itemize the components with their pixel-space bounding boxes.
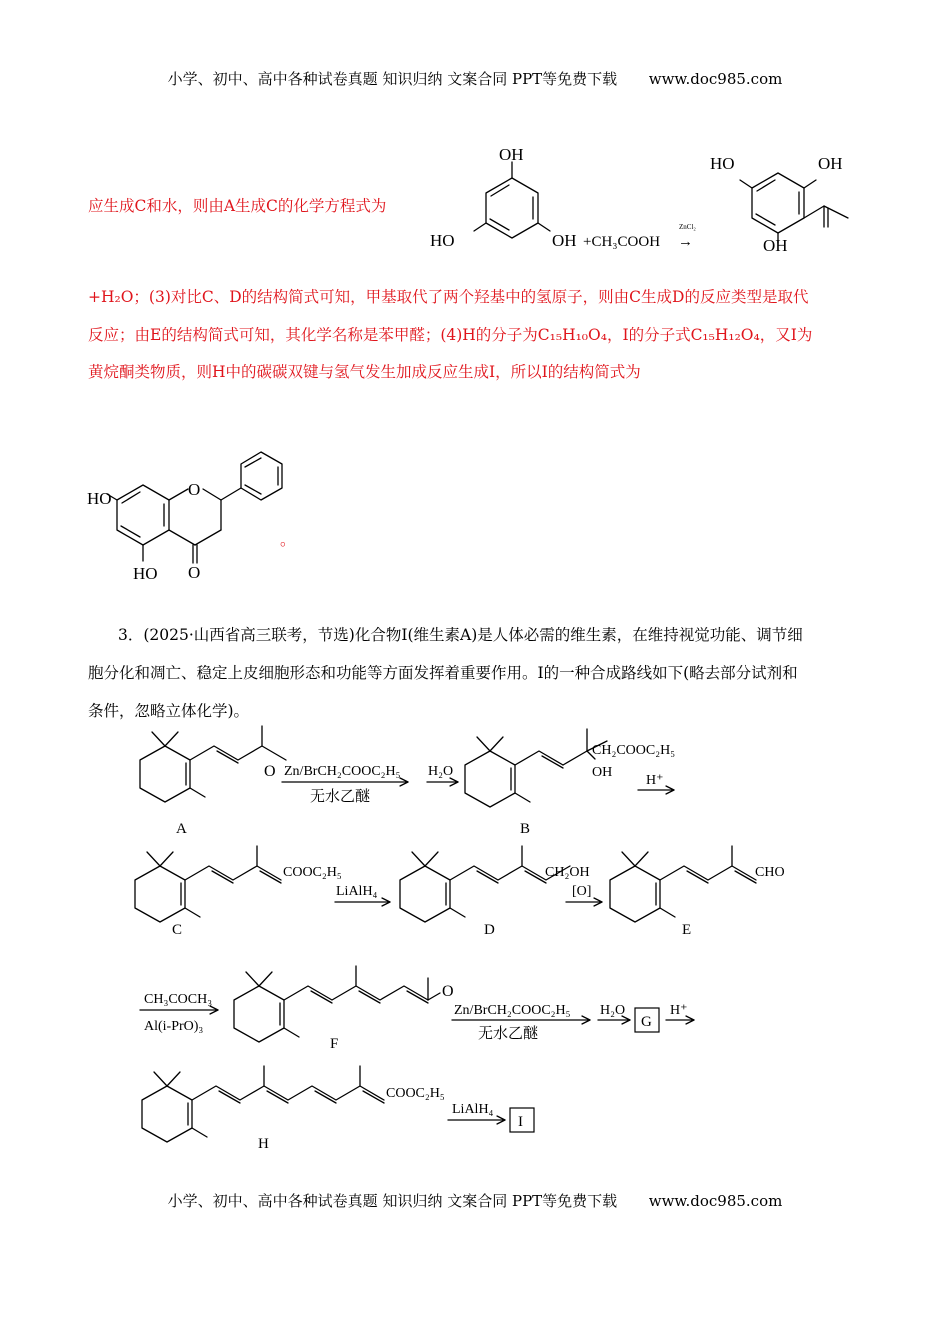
h-plus-2: H⁺ [670,1003,688,1018]
h-plus-1: H⁺ [646,773,664,788]
ho-label-left: HO [710,154,735,173]
lialh4-2: LiAlH₄ [452,1102,494,1117]
compound-b [465,729,607,807]
answer-line-2: +H₂O；(3)对比C、D的结构简式可知，甲基取代了两个羟基中的氢原子，则由C生成D的反应类型是取代 [88,288,809,306]
answer-line-1: 应生成C和水，则由A生成C的化学方程式为 [88,197,387,215]
ether-1: 无水乙醚 [310,789,371,805]
label-b: B [520,821,531,837]
compound-b-oh: OH [592,765,613,780]
oh-label-bottom: OH [763,236,788,255]
compound-c-group: COOC₂H₅ [283,865,342,880]
label-h: H [258,1136,269,1152]
compound-b-group: CH₂COOC₂H₅ [592,743,676,758]
label-f: F [330,1036,339,1052]
page-footer [0,1190,950,1211]
question-line-3: 条件，忽略立体化学)。 [88,702,250,720]
compound-h-group: COOC₂H₅ [386,1086,445,1101]
reagent-zn-1: Zn/BrCH₂COOC₂H₅ [284,764,401,779]
answer-line-4: 黄烷酮类物质，则H中的碳碳双键与氢气发生加成反应生成I，所以I的结构简式为 [88,363,641,381]
compound-d-group: CH₂OH [545,865,590,880]
reaction-equation [420,135,880,265]
question-line-1: 3．(2025·山西省高三联考，节选)化合物I(维生素A)是人体必需的维生素，在维持视觉功能、调节细 [118,626,803,644]
ho-label-top: HO [87,489,112,508]
ho-label-bottom: HO [133,564,158,583]
footer-text: 小学、初中、高中各种试卷真题 知识归纳 文案合同 PPT等免费下载 [167,1192,618,1210]
catalyst-text: ZnCl₂ [679,223,696,231]
oxidant: [O] [572,884,592,899]
oh-label-top: OH [499,145,524,164]
ring-oxygen-label: O [188,480,201,499]
reagent-zn-2: Zn/BrCH₂COOC₂H₅ [454,1003,571,1018]
compound-e [610,846,756,922]
footer-url: www.doc985.com [648,1192,783,1210]
compound-d [400,846,570,922]
ketone-oxygen-label: O [188,563,201,582]
header-url: www.doc985.com [648,70,783,88]
question-line-2: 胞分化和凋亡、稳定上皮细胞形态和功能等方面发挥着重要作用。I的一种合成路线如下(略去部分试剂和 [88,664,798,682]
compound-c [135,846,281,922]
page-header [0,68,950,89]
box-i-label: I [518,1114,523,1130]
h2o-2: H₂O [600,1003,626,1018]
oh-label-right: OH [818,154,843,173]
compound-f-oxygen: O [442,983,454,1000]
box-g-label: G [641,1014,652,1030]
header-text: 小学、初中、高中各种试卷真题 知识归纳 文案合同 PPT等免费下载 [167,70,618,88]
reagent-text: +CH₃COOH [583,234,661,250]
acetone: CH₃COCH₃ [144,992,213,1007]
label-e: E [682,922,692,938]
label-d: D [484,922,495,938]
flavanone-structure [85,455,295,585]
compound-h [142,1066,384,1142]
acetophenone-product-structure [710,154,848,255]
label-c: C [172,922,183,938]
ho-label-left: HO [430,231,455,250]
answer-line-3: 反应；由E的结构简式可知，其化学名称是苯甲醛；(4)H的分子为C₁₅H₁₀O₄，I的分子式C₁₅H₁₂O₄，又I为 [88,326,813,344]
answer-period: 。 [280,531,296,549]
synthesis-scheme [0,730,950,1160]
compound-f [234,966,440,1042]
compound-e-group: CHO [755,865,785,880]
ether-2: 无水乙醚 [478,1026,539,1042]
h2o-1: H₂O [428,764,454,779]
lialh4-1: LiAlH₄ [336,884,378,899]
al-ipro: Al(i-PrO)₃ [144,1019,204,1034]
phloroglucinol-structure [430,145,577,250]
compound-a-oxygen: O [264,763,276,780]
reaction-arrow: → [678,234,693,250]
label-a: A [176,821,187,837]
oh-label-right: OH [552,231,577,250]
